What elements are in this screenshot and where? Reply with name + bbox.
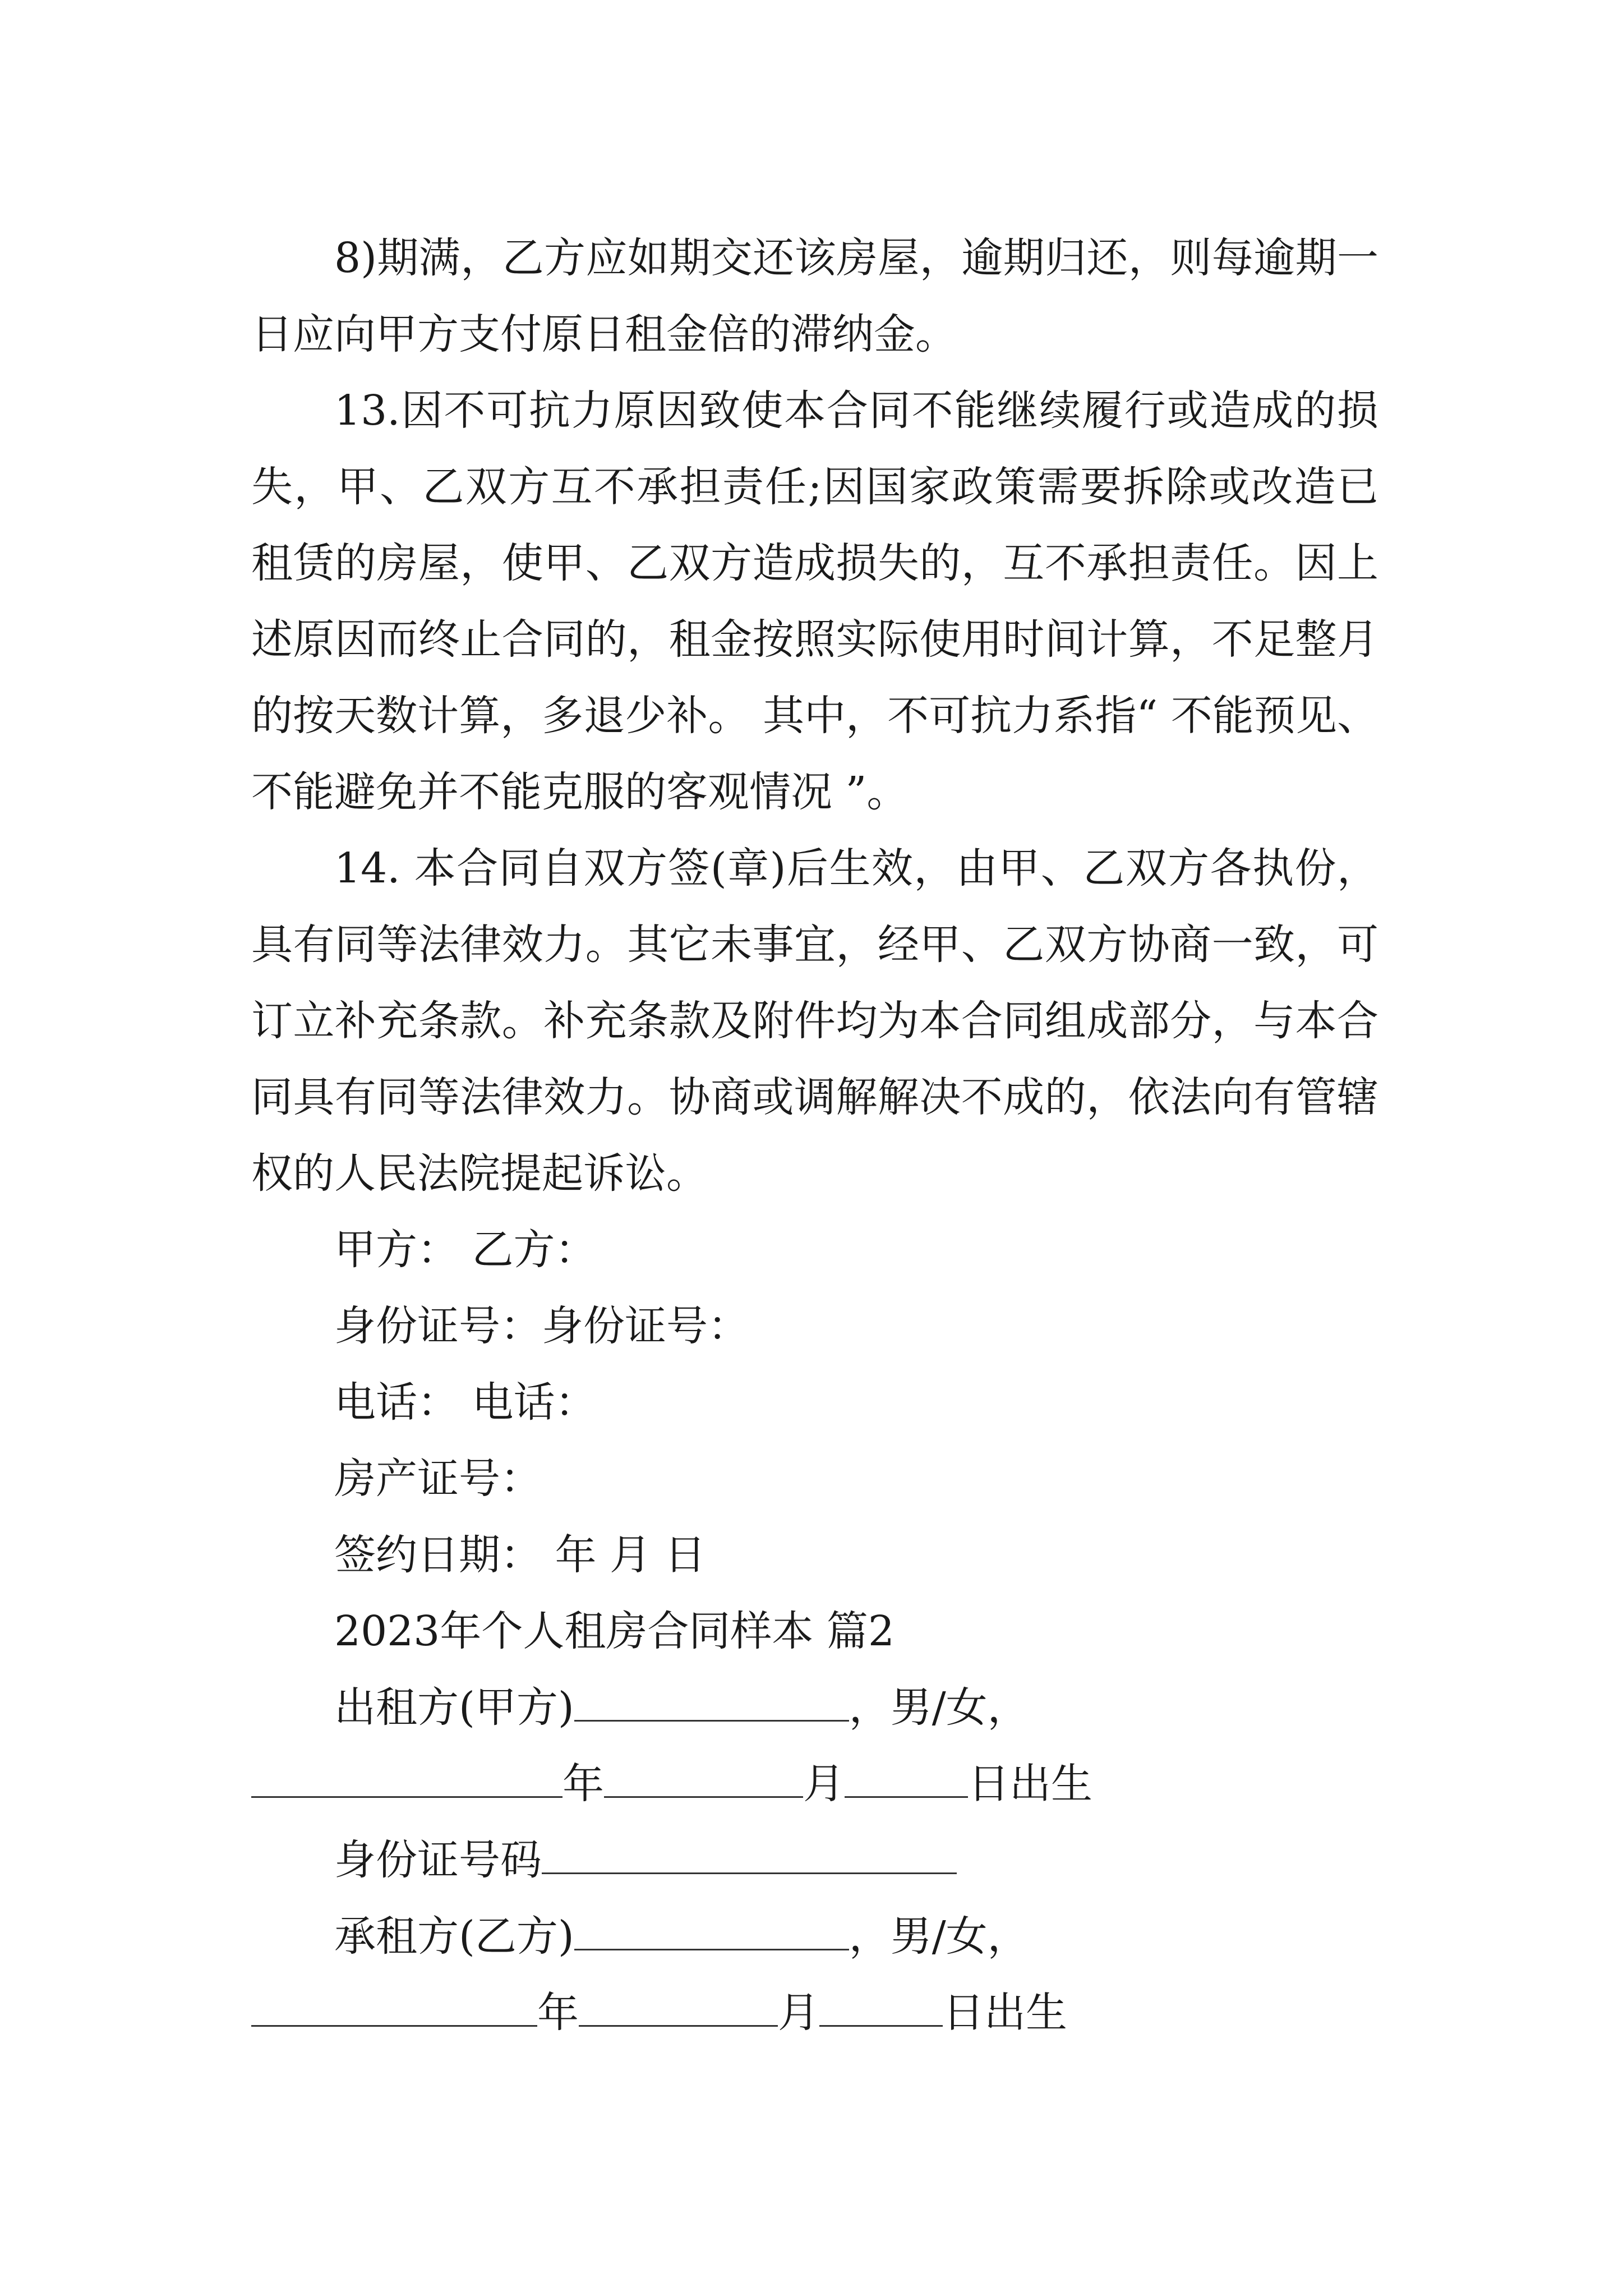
lessee-year-label: 年 [537, 1989, 579, 2037]
lessor-birth-month-blank [604, 1763, 803, 1798]
lessee-birth-day-blank [819, 1991, 943, 2027]
lessor-name-blank [574, 1686, 849, 1722]
lessee-day-label: 日出生 [943, 1989, 1067, 2037]
section-title: 2023年个人租房合同样本 篇2 [334, 1607, 895, 1655]
id-number-line: 身份证号：身份证号： [334, 1302, 749, 1350]
clause-13-paragraph: 13.因不可抗力原因致使本合同不能继续履行或造成的损失，甲、乙双方互不承担责任;因国家政策需要拆除或改造已租赁的房屋，使甲、乙双方造成损失的，互不承担责任。因上述原因而终止合同的，租金按照实际使用时间计算，不足整月的按天数计算，多退少补。 其中，不可抗力系指“ 不能预见、不能避免并不能克服的客观情况 ”。 [251, 386, 1378, 816]
lessee-birth-line [334, 1975, 1067, 2051]
lessee-birth-month-blank [579, 1991, 778, 2027]
party-signature-line: 甲方： 乙方： [334, 1226, 597, 1274]
lessor-birth-line [334, 1746, 1092, 1822]
lessee-gender: ，男/女， [849, 1912, 1029, 1961]
lessor-gender: ，男/女， [849, 1683, 1029, 1732]
clause-14-paragraph: 14. 本合同自双方签(章)后生效，由甲、乙双方各执份，具有同等法律效力。其它未事宜，经甲、乙双方协商一致，可订立补充条款。补充条款及附件均为本合同组成部分，与本合同具有同等法律效力。协商或调解解决不成的，依法向有管辖权的人民法院提起诉讼。 [251, 844, 1378, 1198]
property-cert-line: 房产证号： [334, 1455, 542, 1503]
lessor-day-label: 日出生 [968, 1760, 1092, 1808]
lessor-line [334, 1669, 1029, 1746]
lessor-id-blank [542, 1839, 957, 1874]
lessor-birth-year-blank [251, 1763, 562, 1798]
signing-date-line: 签约日期： 年 月 日 [334, 1531, 706, 1579]
lessor-id-label: 身份证号码 [334, 1836, 542, 1884]
lessor-id-line [334, 1822, 957, 1898]
lessee-line [334, 1898, 1029, 1975]
lessor-year-label: 年 [562, 1760, 604, 1808]
lessee-birth-year-blank [251, 1991, 537, 2027]
lessor-month-label: 月 [803, 1760, 845, 1808]
lessor-birth-day-blank [845, 1763, 968, 1798]
lessee-label: 承租方(乙方) [334, 1912, 574, 1961]
lessee-name-blank [574, 1915, 849, 1950]
lessor-label: 出租方(甲方) [334, 1683, 574, 1732]
lessee-month-label: 月 [778, 1989, 819, 2037]
clause-8-paragraph: 8)期满，乙方应如期交还该房屋，逾期归还，则每逾期一日应向甲方支付原日租金倍的滞纳金。 [251, 234, 1378, 358]
phone-line: 电话： 电话： [334, 1378, 597, 1427]
